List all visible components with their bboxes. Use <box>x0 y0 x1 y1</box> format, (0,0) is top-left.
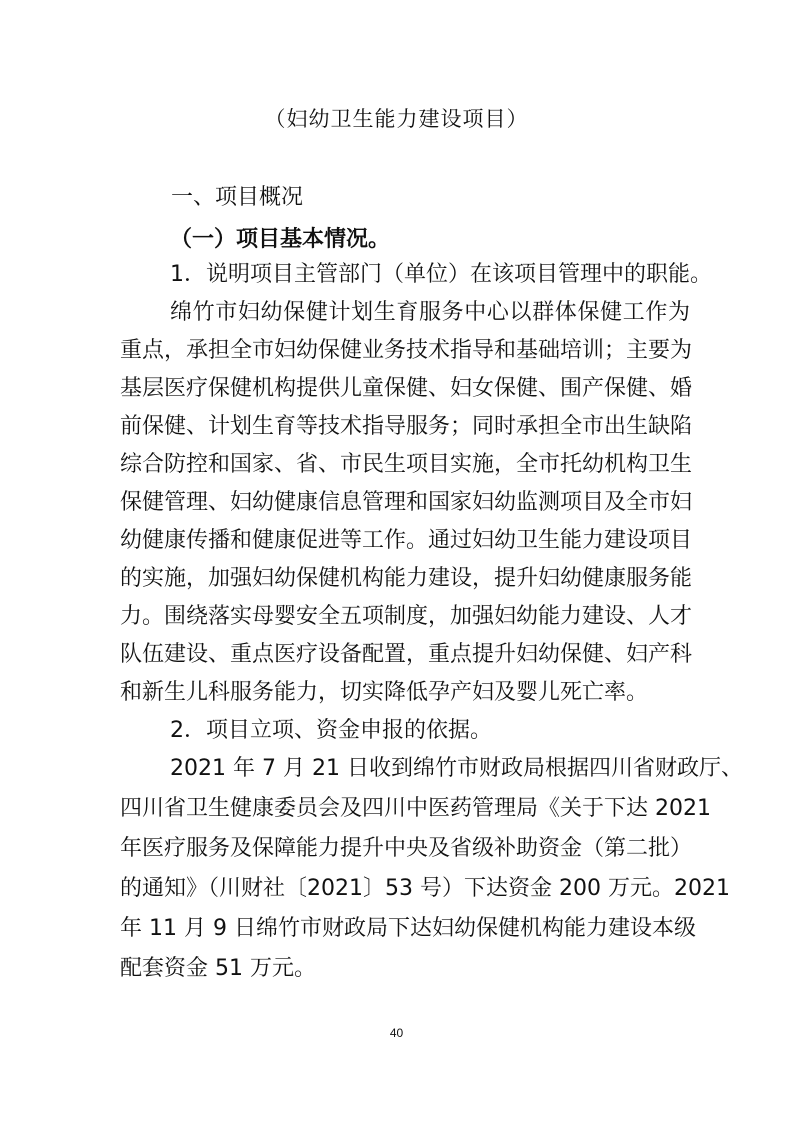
para2-line: 的通知》（川财社〔2021〕53 号）下达资金 200 万元。2021 <box>120 876 730 901</box>
para1-line: 保健管理、妇幼健康信息管理和国家妇幼监测项目及全市妇 <box>120 490 693 515</box>
document-title: （妇幼卫生能力建设项目） <box>264 107 529 131</box>
para1-line: 力。围绕落实母婴安全五项制度，加强妇幼能力建设、人才 <box>120 604 693 629</box>
item1-heading: 1．说明项目主管部门（单位）在该项目管理中的职能。 <box>170 262 712 287</box>
para1-line: 队伍建设、重点医疗设备配置，重点提升妇幼保健、妇产科 <box>120 642 693 667</box>
para1-line: 的实施，加强妇幼保健机构能力建设，提升妇幼健康服务能 <box>120 566 693 591</box>
para1-line: 重点，承担全市妇幼保健业务技术指导和基础培训；主要为 <box>120 338 693 363</box>
para2-line: 四川省卫生健康委员会及四川中医药管理局《关于下达 2021 <box>120 796 711 821</box>
para1-line: 基层医疗保健机构提供儿童保健、妇女保健、围产保健、婚 <box>120 376 693 401</box>
page-number: 40 <box>389 1026 404 1040</box>
para1-line: 前保健、计划生育等技术指导服务；同时承担全市出生缺陷 <box>120 414 693 439</box>
item2-heading: 2．项目立项、资金申报的依据。 <box>170 718 492 743</box>
para2-line: 年医疗服务及保障能力提升中央及省级补助资金（第二批） <box>120 836 693 861</box>
para1-line: 幼健康传播和健康促进等工作。通过妇幼卫生能力建设项目 <box>120 528 693 553</box>
section-heading-overview: 一、项目概况 <box>171 185 304 210</box>
para1-line: 和新生儿科服务能力，切实降低孕产妇及婴儿死亡率。 <box>120 680 649 705</box>
subsection-heading-basic-info: （一）项目基本情况。 <box>170 227 391 252</box>
para2-line: 2021 年 7 月 21 日收到绵竹市财政局根据四川省财政厅、 <box>170 756 743 781</box>
para2-line: 配套资金 51 万元。 <box>120 956 316 981</box>
para2-line: 年 11 月 9 日绵竹市财政局下达妇幼保健机构能力建设本级 <box>120 916 696 941</box>
para1-line: 绵竹市妇幼保健计划生育服务中心以群体保健工作为 <box>170 300 690 325</box>
para1-line: 综合防控和国家、省、市民生项目实施，全市托幼机构卫生 <box>120 452 693 477</box>
